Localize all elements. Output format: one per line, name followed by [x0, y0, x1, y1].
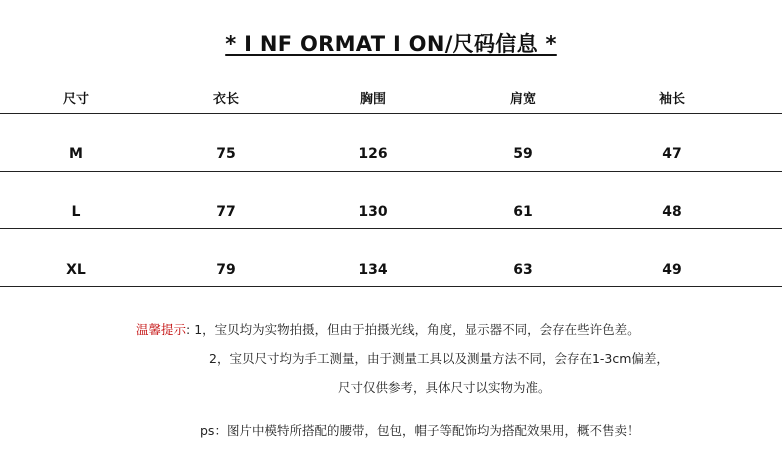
table-cell-size: L [71, 204, 81, 220]
table-cell-sleeve: 49 [662, 262, 682, 278]
page-title: * I NF ORMAT I ON/尺码信息 * [225, 32, 557, 56]
table-divider [0, 286, 782, 287]
table-cell-size: XL [66, 262, 86, 278]
table-cell-chest: 126 [358, 146, 388, 162]
note-line-2: 2，宝贝尺寸均为手工测量，由于测量工具以及测量方法不同，会存在1-3cm偏差， [209, 351, 669, 366]
column-header-length: 衣长 [212, 92, 239, 107]
note-ps: ps：图片中模特所搭配的腰带，包包，帽子等配饰均为搭配效果用，概不售卖！ [200, 423, 640, 438]
note-label: 温馨提示 [136, 322, 187, 337]
column-header-chest: 胸围 [359, 92, 386, 107]
note-text-1: : 1，宝贝均为实物拍摄，但由于拍摄光线，角度，显示器不同，会存在些许色差。 [186, 322, 640, 337]
column-header-sleeve: 袖长 [658, 92, 685, 107]
table-cell-sleeve: 48 [662, 204, 682, 220]
column-header-shoulder: 肩宽 [509, 92, 536, 107]
table-cell-chest: 134 [358, 262, 388, 278]
column-header-size: 尺寸 [62, 92, 89, 107]
table-cell-length: 75 [216, 146, 236, 162]
note-line-1 [136, 320, 640, 338]
note-line-3: 尺寸仅供参考，具体尺寸以实物为准。 [338, 380, 551, 395]
table-divider [0, 171, 782, 172]
table-cell-chest: 130 [358, 204, 388, 220]
table-cell-shoulder: 59 [513, 146, 533, 162]
table-cell-sleeve: 47 [662, 146, 682, 162]
table-cell-shoulder: 63 [513, 262, 533, 278]
table-cell-shoulder: 61 [513, 204, 533, 220]
table-divider [0, 113, 782, 114]
table-cell-length: 77 [216, 204, 236, 220]
table-cell-size: M [69, 146, 83, 162]
table-cell-length: 79 [216, 262, 236, 278]
table-divider [0, 228, 782, 229]
